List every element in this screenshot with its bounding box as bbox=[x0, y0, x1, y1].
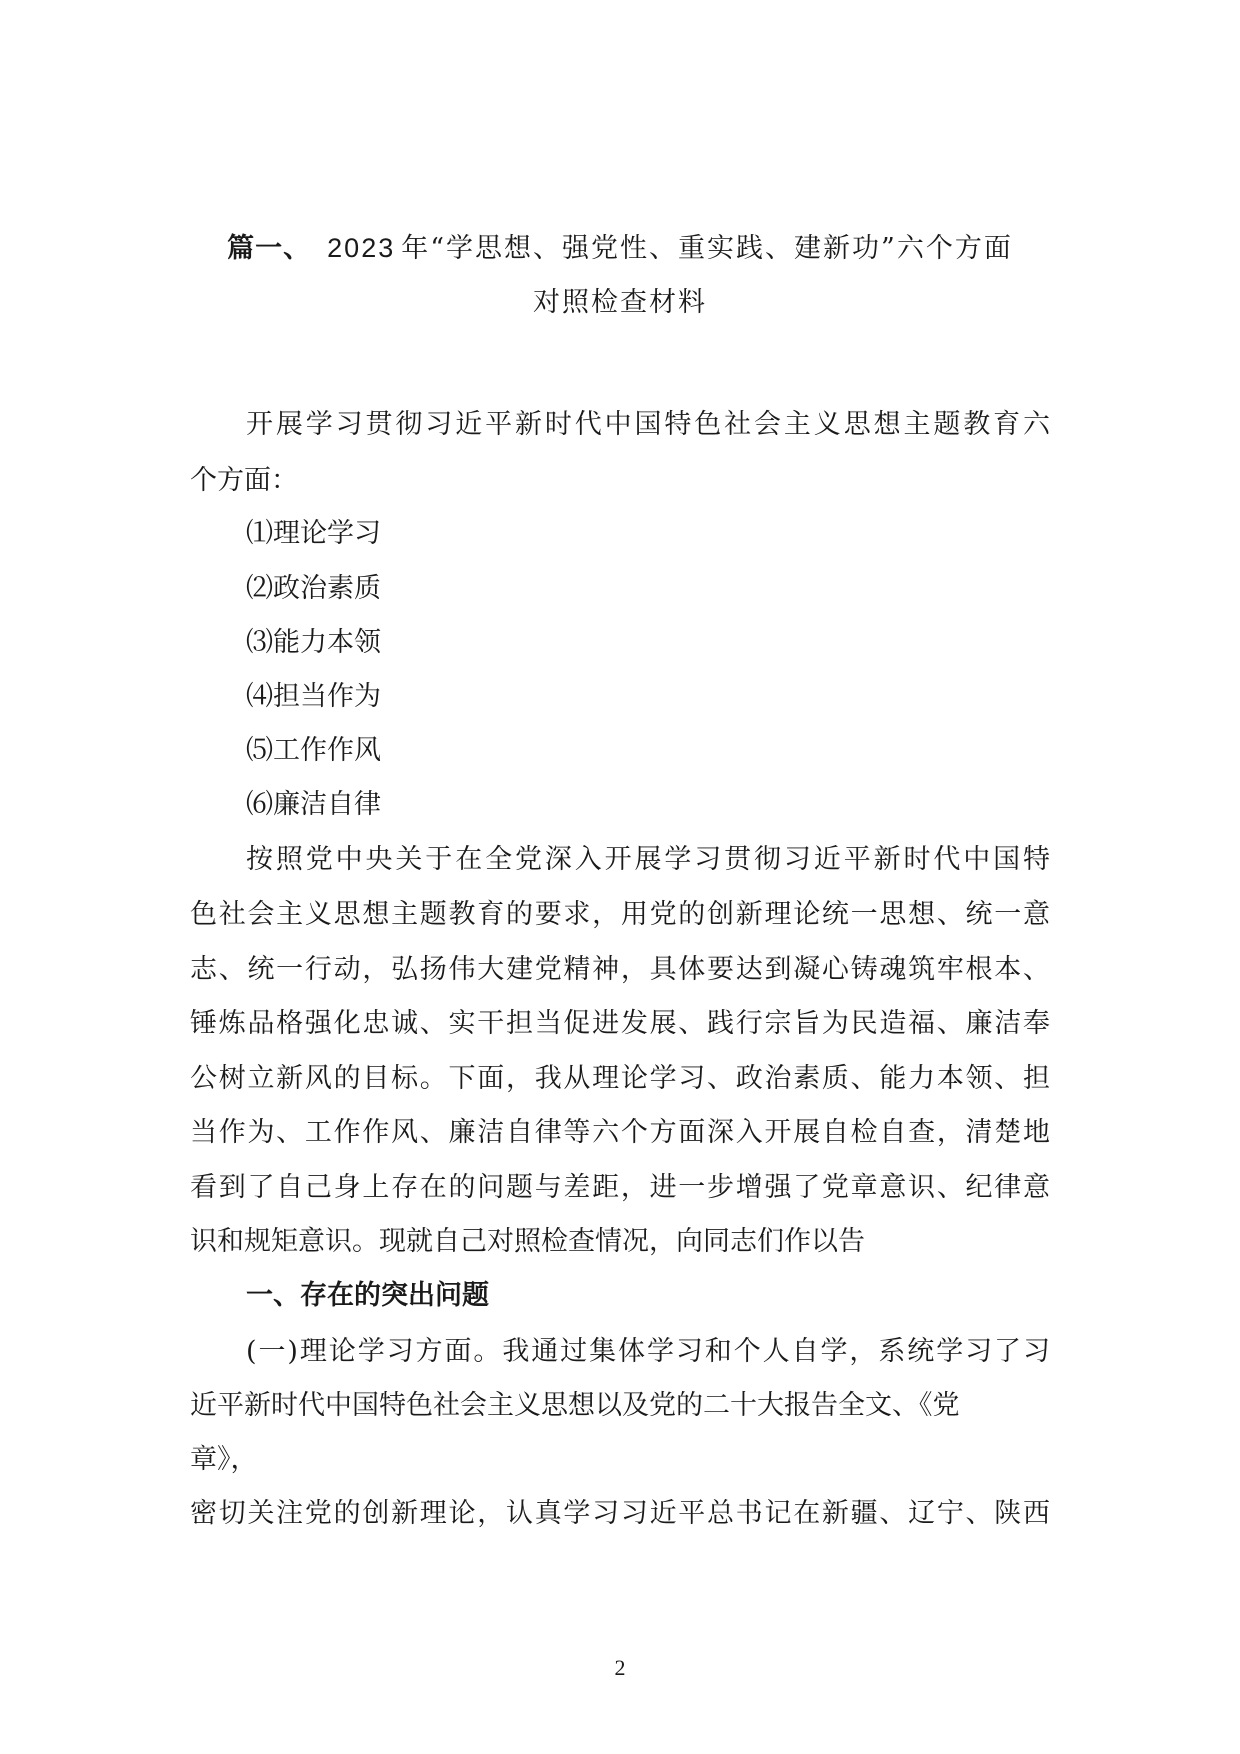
paragraph-line: 锤炼品格强化忠诚、实干担当促进发展、践行宗旨为民造福、廉洁奉 bbox=[190, 1008, 1050, 1039]
paragraph-line: 看到了自己身上存在的问题与差距，进一步增强了党章意识、纪律意 bbox=[190, 1172, 1050, 1203]
paragraph-line: 章》， bbox=[190, 1444, 258, 1475]
paragraph-line: 公树立新风的目标。下面，我从理论学习、政治素质、能力本领、担 bbox=[190, 1063, 1050, 1094]
aspect-item: ⑴理论学习 bbox=[246, 518, 381, 549]
document-title-line2: 对照检查材料 bbox=[533, 287, 707, 318]
document-title-line1 bbox=[190, 220, 1050, 277]
aspect-item: ⑵政治素质 bbox=[246, 573, 381, 604]
aspect-item: ⑸工作作风 bbox=[246, 735, 381, 766]
paragraph-line: 色社会主义思想主题教育的要求，用党的创新理论统一思想、统一意 bbox=[190, 899, 1050, 930]
aspect-item: ⑶能力本领 bbox=[246, 627, 381, 658]
paragraph-line: 志、统一行动，弘扬伟大建党精神，具体要达到凝心铸魂筑牢根本、 bbox=[190, 954, 1050, 985]
paragraph-line: 密切关注党的创新理论，认真学习习近平总书记在新疆、辽宁、陕西 bbox=[190, 1498, 1050, 1529]
aspect-item: ⑷担当作为 bbox=[246, 681, 381, 712]
paragraph-line: 近平新时代中国特色社会主义思想以及党的二十大报告全文、《党 bbox=[190, 1390, 960, 1421]
paragraph-line: 识和规矩意识。现就自己对照检查情况，向同志们作以告 bbox=[190, 1226, 865, 1257]
page-number: 2 bbox=[614, 1655, 626, 1680]
paragraph-line: (一)理论学习方面。我通过集体学习和个人自学，系统学习了习 bbox=[246, 1336, 1050, 1367]
paragraph-line: 当作为、工作作风、廉洁自律等六个方面深入开展自检自查，清楚地 bbox=[190, 1117, 1050, 1148]
intro-line: 开展学习贯彻习近平新时代中国特色社会主义思想主题教育六 bbox=[246, 409, 1050, 440]
aspect-item: ⑹廉洁自律 bbox=[246, 789, 381, 820]
section-heading: 一、存在的突出问题 bbox=[246, 1280, 489, 1311]
paragraph-line: 按照党中央关于在全党深入开展学习贯彻习近平新时代中国特 bbox=[246, 844, 1050, 875]
title-prefix: 篇一、 bbox=[227, 233, 312, 264]
intro-line: 个方面： bbox=[190, 465, 298, 496]
title-text: 年“学思想、强党性、重实践、建新功”六个方面 bbox=[401, 233, 1013, 264]
title-year: 2023 bbox=[327, 233, 396, 263]
